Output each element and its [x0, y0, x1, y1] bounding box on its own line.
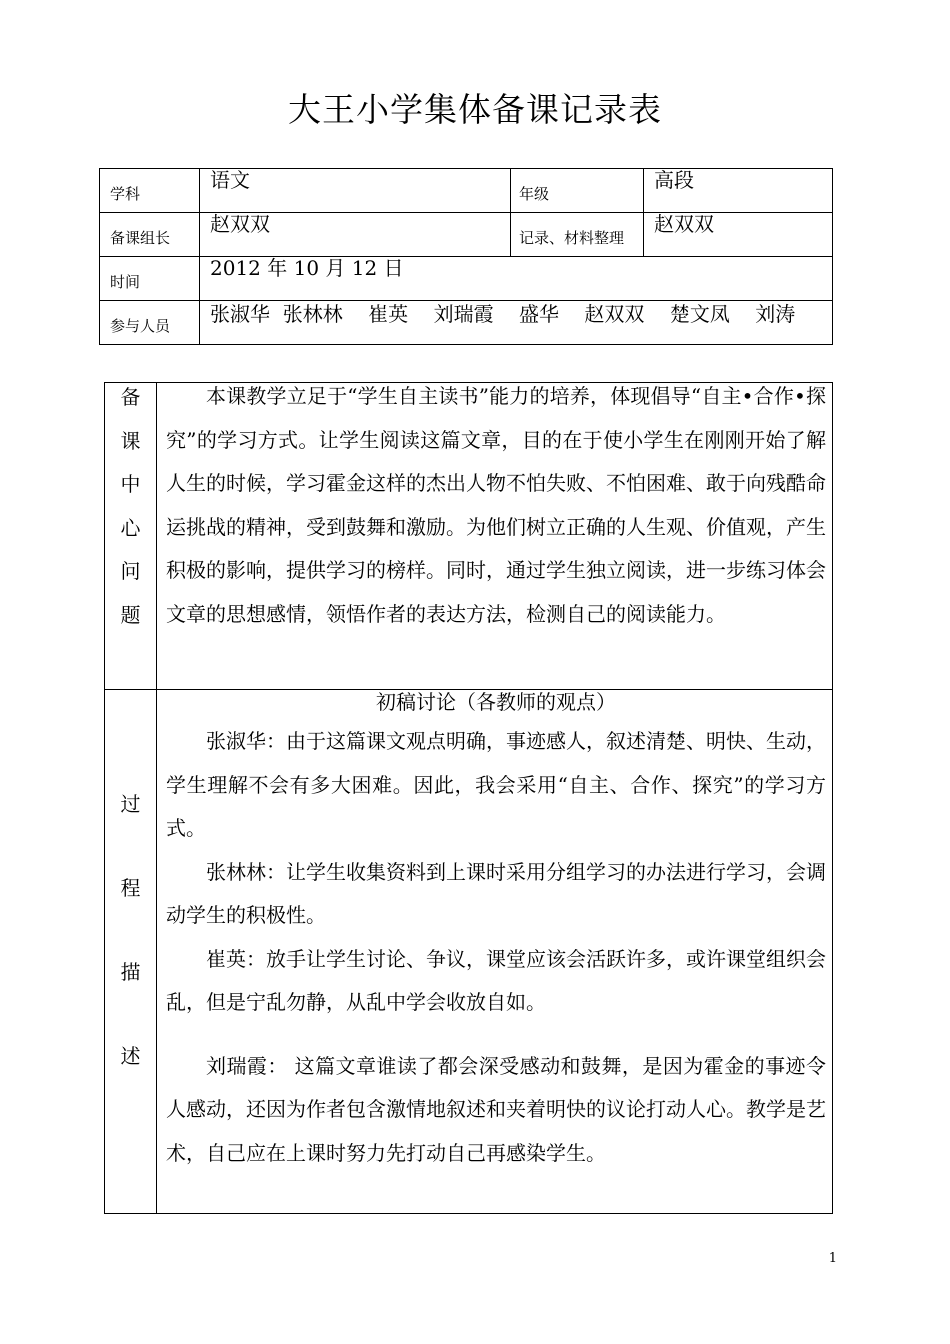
opinion-paragraph: 张林林：让学生收集资料到上课时采用分组学习的办法进行学习，会调动学生的积极性。 [166, 859, 826, 927]
core-label-char: 中 [120, 472, 141, 496]
core-label-char: 问 [120, 559, 141, 583]
core-label-char: 题 [120, 602, 141, 627]
page-number: 1 [828, 1251, 837, 1266]
core-issue-text: 本课教学立足于“学生自主读书”能力的培养，体现倡导“自主•合作•探究”的学习方式。让学生阅读这篇文章，目的在于使小学生在刚刚开始了解人生的时候，学习霍金这样的杰出人物不怕失败、不怕困难、敢于向残酷命运挑战的精神，受到鼓舞和激励。为他们树立正确的人生观、价值观，产生积极的影响，提供学习的榜样。同时，通过学生独立阅读，进一步练习体会文章的思想感情，领悟作者的表达方法，检测自己的阅读能力。 [166, 384, 826, 626]
info-table [99, 168, 833, 345]
process-label-char: 过 [120, 792, 141, 816]
opinion-paragraph: 崔英：放手让学生讨论、争议，课堂应该会活跃许多，或许课堂组织会乱，但是宁乱勿静，从乱中学会收放自如。 [166, 946, 826, 1014]
core-label-char: 心 [120, 515, 141, 540]
process-label-char: 描 [120, 960, 141, 984]
process-label-char: 程 [120, 876, 141, 900]
lesson-table [104, 382, 833, 1214]
discussion-heading: 初稿讨论（各教师的观点） [376, 690, 616, 714]
leader-value: 赵双双 [200, 213, 511, 257]
core-issue-content [157, 383, 833, 690]
grade-value: 高段 [644, 169, 833, 213]
participants-value: 张淑华 张林林 崔英 刘瑞霞 盛华 赵双双 楚文凤 刘涛 [200, 301, 833, 345]
page-title: 大王小学集体备课记录表 [288, 90, 662, 129]
process-content [157, 690, 833, 1214]
process-label-char: 述 [120, 1044, 141, 1068]
subject-label: 学科 [100, 169, 200, 213]
opinion-paragraph: 刘瑞霞： 这篇文章谁读了都会深受感动和鼓舞，是因为霍金的事迹令人感动，还因为作者包含激情地叙述和夹着明快的议论打动人心。教学是艺术，自己应在上课时努力先打动自己再感染学生。 [166, 1053, 826, 1165]
core-label-char: 备 [120, 385, 141, 409]
time-value: 2012 年 10 月 12 日 [200, 257, 833, 301]
subject-value: 语文 [200, 169, 511, 213]
core-issue-label [105, 383, 157, 690]
recorder-label: 记录、材料整理 [511, 213, 644, 257]
leader-label: 备课组长 [100, 213, 200, 257]
process-label [105, 690, 157, 1214]
time-label: 时间 [100, 257, 200, 301]
opinion-paragraph: 张淑华：由于这篇课文观点明确，事迹感人，叙述清楚、明快、生动，学生理解不会有多大困难。因此，我会采用“自主、合作、探究”的学习方式。 [166, 729, 826, 840]
grade-label: 年级 [511, 169, 644, 213]
recorder-value: 赵双双 [644, 213, 833, 257]
core-label-char: 课 [120, 428, 141, 453]
participants-label: 参与人员 [100, 301, 200, 345]
